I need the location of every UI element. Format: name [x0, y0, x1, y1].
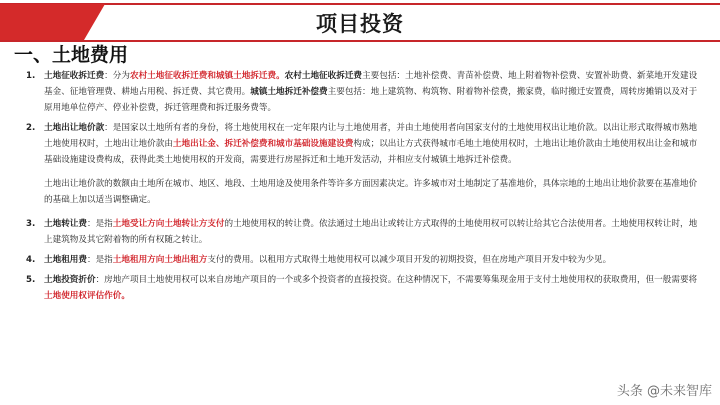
- title-bar-top-line: [0, 3, 720, 5]
- list-item: [26, 272, 698, 304]
- item-term: 土地转让费: [44, 219, 87, 229]
- item-number: 1.: [26, 71, 36, 81]
- highlight-text: 土地租用方向土地出租方: [112, 255, 208, 265]
- highlight-text: 农村土地征收拆迁费和城镇土地拆迁费。: [129, 71, 285, 81]
- item-term: 土地租用费: [44, 255, 87, 265]
- list-item: [26, 252, 698, 268]
- list-item: [26, 120, 698, 168]
- watermark: 头条 @未来智库: [616, 384, 712, 399]
- list-item: [26, 216, 698, 248]
- item-number: 5.: [26, 275, 36, 285]
- content-body: [26, 68, 698, 308]
- item-term: 土地投资折价: [44, 275, 96, 285]
- list-item: [26, 68, 698, 116]
- item-text: ：分为: [104, 71, 130, 81]
- item-number: 4.: [26, 255, 36, 265]
- item-text: ：是指: [86, 255, 113, 265]
- highlight-text: 土地出让金、拆迁补偿费和城市基础设施建设费: [172, 139, 354, 149]
- paragraph: 土地出让地价款的数额由土地所在城市、地区、地段、土地用途及使用条件等许多方面因素决定。许多城市对土地制定了基准地价，具体宗地的土地出让地价款要在基准地价的基础上加以适当调整确定。: [44, 179, 698, 205]
- item-text: 的土地使用权的转让费。依法通过土地出让或转让方式取得的土地使用权可以转让给其它合法使用者。土地使用权转让时，地上建筑物及其它附着物的所有权随之转让。: [44, 219, 698, 245]
- slide-title: 项目投资: [316, 12, 404, 36]
- item-term: 土地征收拆迁费: [44, 71, 105, 81]
- section-title: 一、土地费用: [14, 44, 129, 66]
- item-list-1: [26, 68, 698, 168]
- bold-text: 城镇土地拆迁补偿费: [250, 87, 328, 97]
- item-text: ：是指: [86, 219, 113, 229]
- item-number: 2.: [26, 123, 36, 133]
- item-text: 支付的费用。以租用方式取得土地使用权可以减少项目开发的初期投资，但在房地产项目开发中较为少见。: [207, 255, 612, 265]
- item-text: 主要包括：地上建筑物、构筑物、附着物补偿费，搬家费，临时搬迁安置费，周转房摊销以及对于原用地单位停产、停业补偿费，拆迁管理费和拆迁服务费等。: [44, 87, 698, 113]
- item-text: 构成；以出让方式获得城市毛地土地使用权时，土地出让地价款由土地使用权出让金和城市基础设施建设费构成，获得此类土地使用权的开发商，需要进行房屋拆迁和土地开发活动，并相应支付城镇土地拆迁补偿费。: [44, 139, 698, 165]
- highlight-text: 土地使用权评估作价。: [44, 291, 130, 301]
- item-number: 3.: [26, 219, 36, 229]
- item-list-2: [26, 216, 698, 304]
- item-text: ：房地产项目土地使用权可以来自房地产项目的一个或多个投资者的直接投资。在这种情况下，不需要筹集现金用于支付土地使用权的获取费用，但一般需要将: [95, 275, 698, 285]
- item-term: 土地出让地价款: [44, 123, 105, 133]
- bold-text: 农村土地征收拆迁费: [284, 71, 363, 81]
- item-text: ：是国家以土地所有者的身份，将土地使用权在一定年限内让与土地使用者，并由土地使用者向国家支付的土地使用权出让地价款。以出让形式取得城市熟地土地使用权时，土地出让地价款由: [44, 123, 698, 149]
- item-text: 主要包括：土地补偿费、青苗补偿费、地上附着物补偿费、安置补助费、新菜地开发建设基金、征地管理费、耕地占用税、拆迁费、其它费用。: [44, 71, 698, 97]
- highlight-text: 土地受让方向土地转让方支付: [112, 219, 225, 229]
